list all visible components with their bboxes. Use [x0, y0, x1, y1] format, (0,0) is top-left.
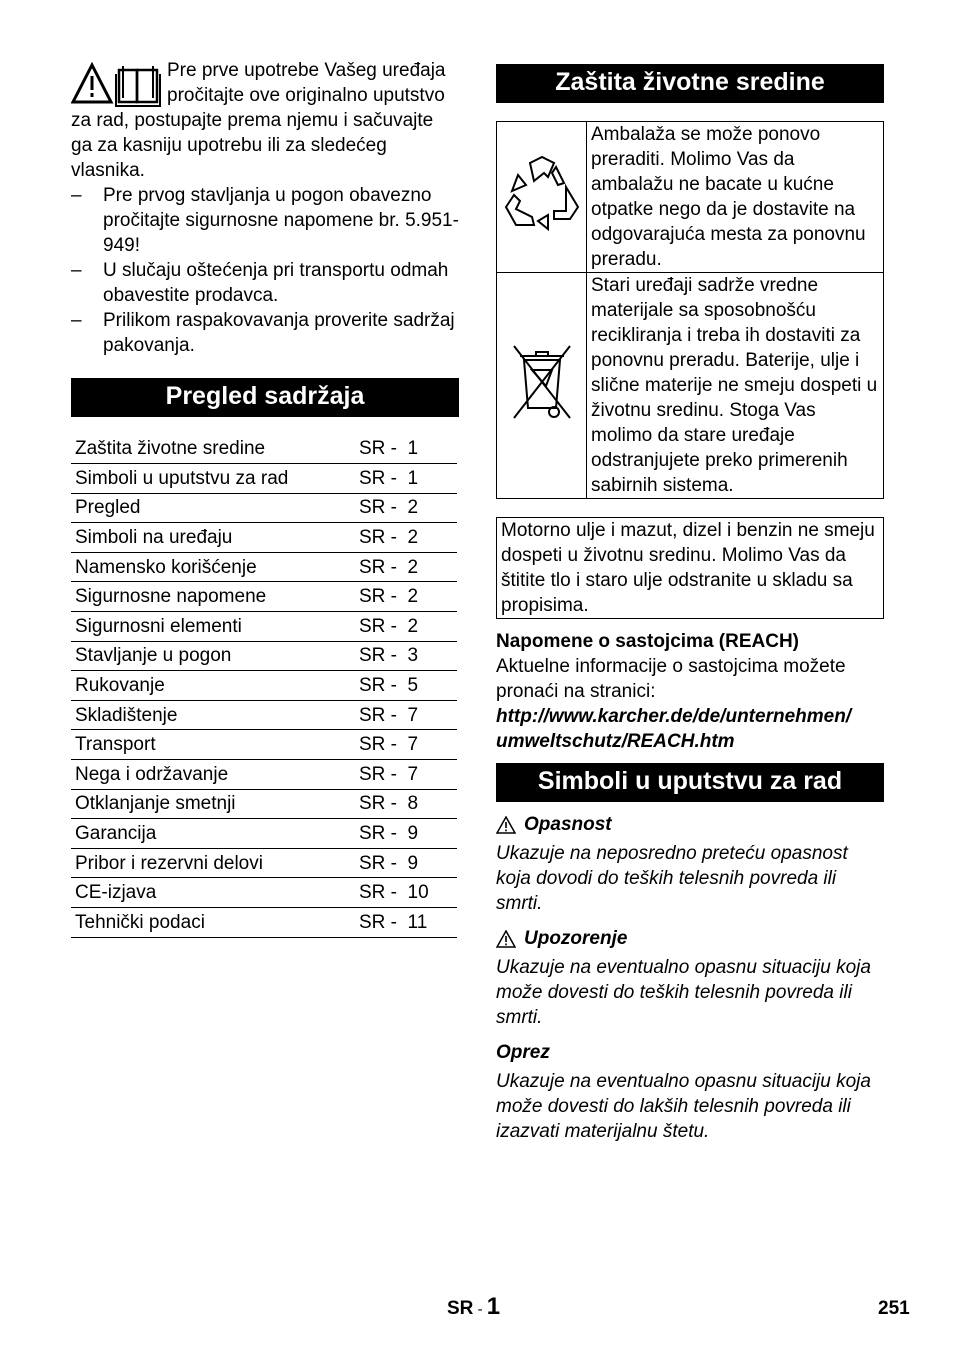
toc-entry-page: SR - 9 [359, 848, 457, 878]
intro-list [71, 183, 459, 358]
oil-notice-box: Motorno ulje i mazut, dizel i benzin ne smeju dospeti u životnu sredinu. Molimo Vas da štitite tlo i staro ulje odstranite u skladu sa propisima. [496, 517, 884, 619]
environment-table [496, 121, 884, 499]
toc-entry-label: Pribor i rezervni delovi [71, 848, 359, 878]
caution-heading [496, 1040, 884, 1065]
danger-heading [496, 812, 884, 837]
bin-icon-cell [497, 273, 587, 499]
toc-entry-label: Sigurnosne napomene [71, 582, 359, 612]
table-row [71, 819, 457, 849]
reach-text: Aktuelne informacije o sastojcima možete pronaći na stranici: [496, 656, 846, 702]
toc-entry-label: Rukovanje [71, 671, 359, 701]
toc-entry-page: SR - 2 [359, 493, 457, 523]
toc-entry-page: SR - 7 [359, 730, 457, 760]
toc-entry-label: Simboli u uputstvu za rad [71, 464, 359, 494]
footer-code-sep: - [473, 1301, 487, 1318]
toc-entry-label: Otklanjanje smetnji [71, 789, 359, 819]
toc-entry-page: SR - 5 [359, 671, 457, 701]
toc-heading: Pregled sadržaja [71, 378, 459, 417]
right-column [496, 64, 884, 1144]
toc-entry-page: SR - 11 [359, 908, 457, 938]
table-row [497, 122, 884, 273]
reach-url-line-2[interactable]: umweltschutz/REACH.htm [496, 731, 735, 752]
bin-text: Stari uređaji sadrže vredne materijale sa sposobnošću recikliranja i treba ih dostaviti za ponovnu preradu. Baterije, ulje i slične materije ne smeju dospeti u životnu sredinu. Stoga Vas molimo da stare uređaje odstranjujete preko primerenih sabirnih sistema. [587, 273, 884, 499]
toc-entry-page: SR - 7 [359, 760, 457, 790]
toc-table [71, 434, 457, 938]
table-row [71, 464, 457, 494]
toc-entry-label: Namensko korišćenje [71, 552, 359, 582]
table-row [71, 848, 457, 878]
danger-text: Ukazuje na neposredno preteću opasnost koja dovodi do teških telesnih povreda ili smrti. [496, 843, 848, 914]
recycle-text: Ambalaža se može ponovo preraditi. Molimo Vas da ambalažu ne bacate u kućne otpatke nego da je dostavite na odgovarajuća mesta za ponovnu preradu. [587, 122, 884, 273]
toc-entry-page: SR - 1 [359, 434, 457, 464]
toc-entry-label: Tehnički podaci [71, 908, 359, 938]
toc-entry-page: SR - 7 [359, 700, 457, 730]
warning-text: Ukazuje na eventualno opasnu situaciju koja može dovesti do teških telesnih povreda ili smrti. [496, 957, 871, 1028]
environment-heading: Zaštita životne sredine [496, 64, 884, 103]
list-item: – U slučaju oštećenja pri transportu odmah obavestite prodavca. [71, 258, 459, 308]
list-item: – Pre prvog stavljanja u pogon obavezno pročitajte sigurnosne napomene br. 5.951-949! [71, 183, 459, 258]
warning-label: Upozorenje [524, 928, 628, 949]
symbols-heading: Simboli u uputstvu za rad [496, 763, 884, 802]
table-row [71, 908, 457, 938]
toc-entry-page: SR - 2 [359, 612, 457, 642]
table-row [71, 700, 457, 730]
caution-label: Oprez [496, 1042, 550, 1063]
toc-entry-page: SR - 2 [359, 523, 457, 553]
table-row [71, 730, 457, 760]
toc-entry-page: SR - 2 [359, 552, 457, 582]
table-row [71, 582, 457, 612]
table-row [71, 612, 457, 642]
footer-code-prefix: SR [447, 1298, 474, 1319]
list-item: – Prilikom raspakovavanja proverite sadržaj pakovanja. [71, 308, 459, 358]
toc-entry-label: Pregled [71, 493, 359, 523]
warning-triangle-icon [496, 816, 516, 834]
toc-entry-label: Stavljanje u pogon [71, 641, 359, 671]
table-row [71, 434, 457, 464]
toc-entry-label: Skladištenje [71, 700, 359, 730]
table-row [71, 523, 457, 553]
table-row [71, 878, 457, 908]
danger-label: Opasnost [524, 814, 612, 835]
toc-entry-label: Nega i održavanje [71, 760, 359, 790]
table-row [71, 760, 457, 790]
toc-entry-page: SR - 10 [359, 878, 457, 908]
warning-triangle-icon [496, 930, 516, 948]
toc-entry-page: SR - 1 [359, 464, 457, 494]
toc-entry-label: CE-izjava [71, 878, 359, 908]
toc-entry-label: Simboli na uređaju [71, 523, 359, 553]
toc-entry-page: SR - 9 [359, 819, 457, 849]
page-number: 251 [878, 1298, 910, 1319]
reach-url-line-1[interactable]: http://www.karcher.de/de/unternehmen/ [496, 706, 852, 727]
toc-entry-page: SR - 8 [359, 789, 457, 819]
footer-code-num: 1 [486, 1293, 501, 1320]
toc-entry-page: SR - 3 [359, 641, 457, 671]
left-column [71, 58, 459, 938]
reach-heading: Napomene o sastojcima (REACH) [496, 631, 800, 652]
table-row [71, 552, 457, 582]
caution-text: Ukazuje na eventualno opasnu situaciju koja može dovesti do lakših telesnih povreda ili izazvati materijalnu štetu. [496, 1071, 871, 1142]
intro-block [71, 58, 459, 358]
toc-entry-label: Zaštita životne sredine [71, 434, 359, 464]
table-row [71, 671, 457, 701]
toc-entry-label: Garancija [71, 819, 359, 849]
warning-heading [496, 926, 884, 951]
table-row [71, 493, 457, 523]
table-row [71, 641, 457, 671]
toc-entry-label: Transport [71, 730, 359, 760]
table-row [497, 273, 884, 499]
toc-entry-page: SR - 2 [359, 582, 457, 612]
crossed-bin-icon [510, 342, 574, 422]
table-row [71, 789, 457, 819]
footer-section-code [447, 1294, 500, 1322]
recycle-icon-cell [497, 122, 587, 273]
toc-entry-label: Sigurnosni elementi [71, 612, 359, 642]
intro-text: Pre prve upotrebe Vašeg uređaja pročitajte ove originalno uputstvo za rad, postupajte prema njemu i sačuvajte ga za kasniju upotrebu ili za sledećeg vlasnika. [71, 60, 446, 181]
warning-manual-icon [71, 62, 161, 108]
recycle-icon [504, 155, 580, 233]
